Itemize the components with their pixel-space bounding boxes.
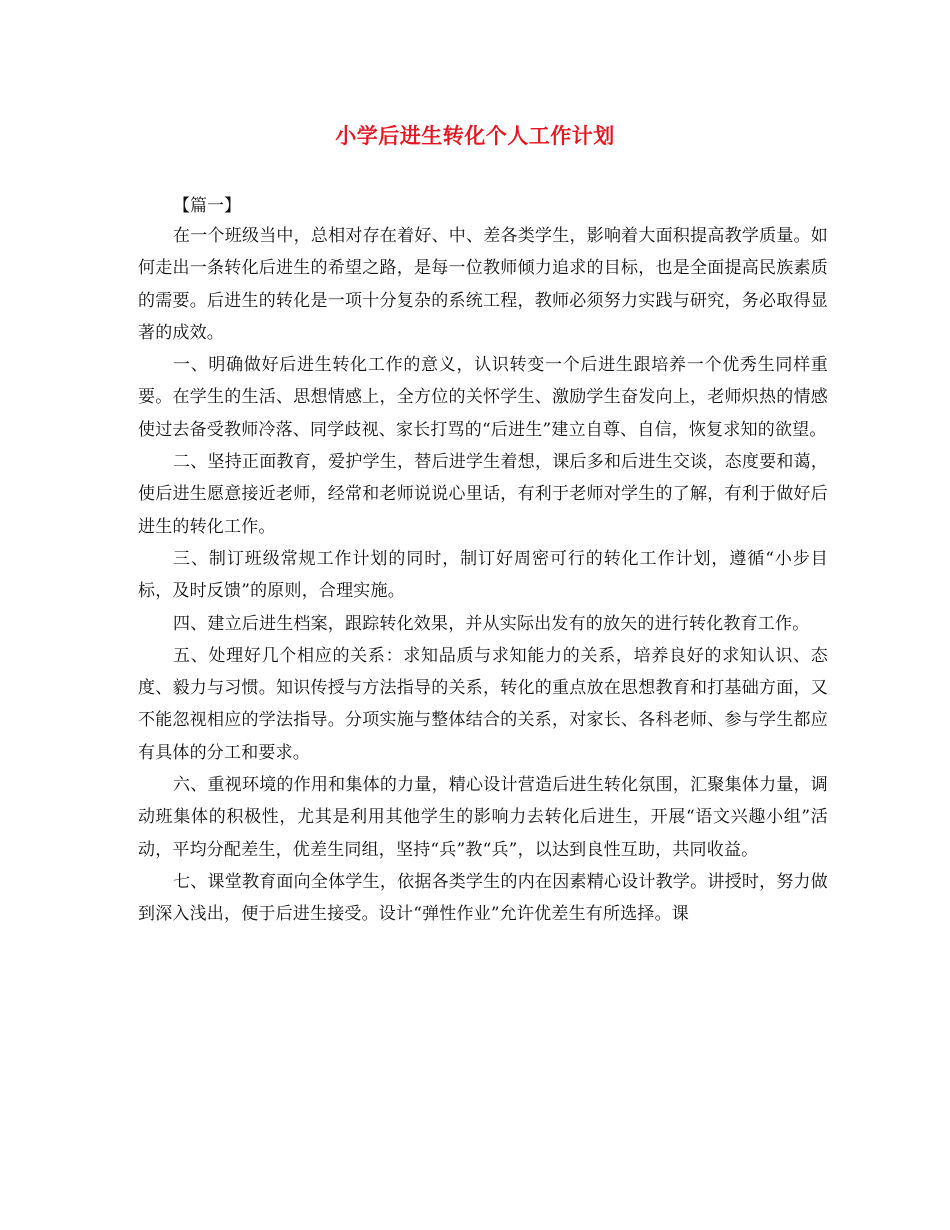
paragraph-item-2: 二、坚持正面教育，爱护学生，替后进学生着想，课后多和后进生交谈，态度要和蔼，使后进生愿意接近老师，经常和老师说说心里话，有利于老师对学生的了解，有利于做好后进生的转化工作。 [138, 452, 828, 537]
paragraph-item-1: 一、明确做好后进生转化工作的意义，认识转变一个后进生跟培养一个优秀生同样重要。在学生的生活、思想情感上，全方位的关怀学生、激励学生奋发向上，老师炽热的情感使过去备受教师冷落、同学歧视、家长打骂的“后进生”建立自尊、自信，恢复求知的欲望。 [138, 355, 828, 440]
paragraph-item-3: 三、制订班级常规工作计划的同时，制订好周密可行的转化工作计划，遵循“小步目标，及时反馈”的原则，合理实施。 [138, 548, 828, 602]
paragraph-item-4: 四、建立后进生档案，跟踪转化效果，并从实际出发有的放矢的进行转化教育工作。 [173, 613, 810, 634]
document-title: 小学后进生转化个人工作计划 [335, 123, 615, 148]
paragraph-item-7: 七、课堂教育面向全体学生，依据各类学生的内在因素精心设计教学。讲授时，努力做到深入浅出，便于后进生接受。设计“弹性作业”允许优差生有所选择。课 [138, 871, 828, 925]
paragraph-item-6: 六、重视环境的作用和集体的力量，精心设计营造后进生转化氛围，汇聚集体力量，调动班集体的积极性，尤其是利用其他学生的影响力去转化后进生，开展“语文兴趣小组”活动，平均分配差生，优差生同组，坚持“兵”教“兵”，以达到良性互助，共同收益。 [138, 775, 828, 860]
document-body [138, 193, 828, 931]
paragraph-item-5: 五、处理好几个相应的关系：求知品质与求知能力的关系，培养良好的求知认识、态度、毅力与习惯。知识传授与方法指导的关系，转化的重点放在思想教育和打基础方面，又不能忽视相应的学法指导。分项实施与整体结合的关系，对家长、各科老师、参与学生都应有具体的分工和要求。 [138, 645, 828, 763]
paragraph-intro: 在一个班级当中，总相对存在着好、中、差各类学生，影响着大面积提高教学质量。如何走出一条转化后进生的希望之路，是每一位教师倾力追求的目标，也是全面提高民族素质的需要。后进生的转化是一项十分复杂的系统工程，教师必须努力实践与研究，务必取得显著的成效。 [138, 226, 828, 343]
section-label: 【篇一】 [173, 196, 241, 216]
